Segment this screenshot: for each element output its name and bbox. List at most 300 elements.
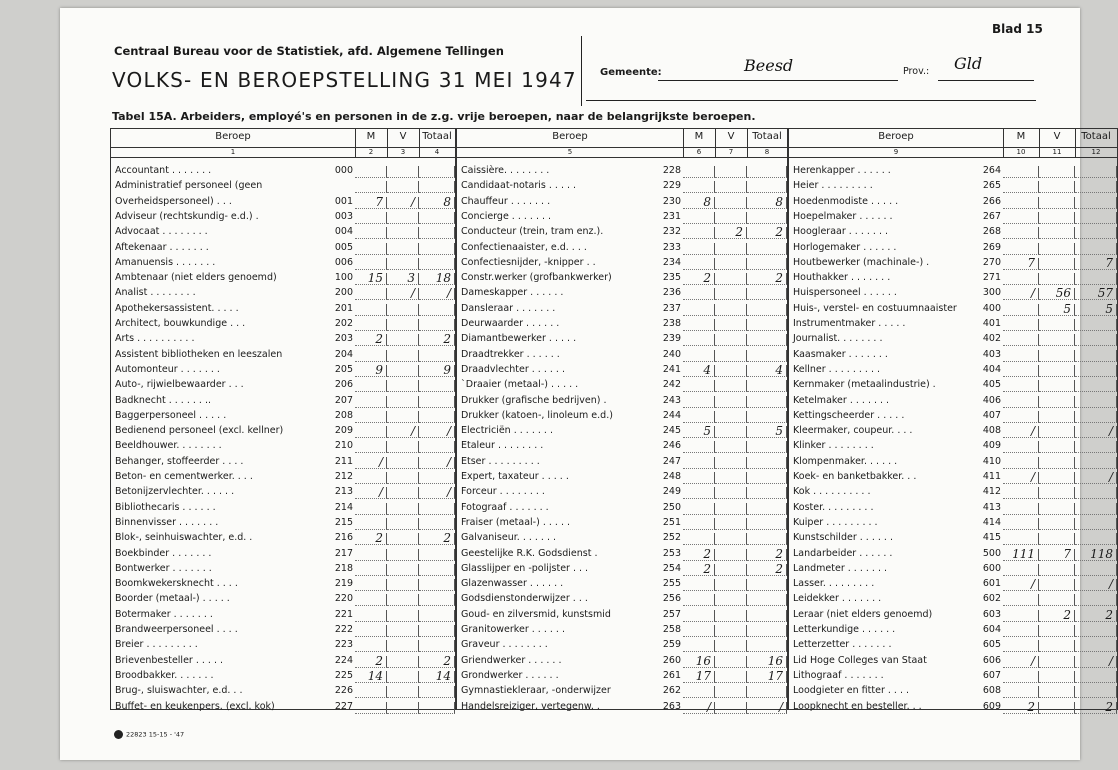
occupation-code: 409 xyxy=(982,440,1001,452)
occupation-name: Binnenvisser . . . . . . . xyxy=(115,516,219,528)
occupation-name: Hoedenmodiste . . . . . xyxy=(793,195,899,207)
count-cell-m xyxy=(1003,610,1039,622)
occupation-name: `Draaier (metaal-) . . . . . xyxy=(461,379,579,391)
table-row xyxy=(457,609,787,623)
count-cell-t xyxy=(419,194,455,209)
count-cell-m xyxy=(683,288,715,300)
count-cell-m xyxy=(683,546,715,561)
count-cell-m xyxy=(683,181,715,193)
table-row xyxy=(111,226,455,240)
handwritten-count: 2 xyxy=(375,653,383,668)
occupation-name: Bibliothecaris . . . . . . xyxy=(115,501,216,513)
occupation-name: Kok . . . . . . . . . . xyxy=(793,486,871,498)
occupation-code: 607 xyxy=(982,669,1001,681)
handwritten-count: / xyxy=(410,286,415,301)
occupation-code: 604 xyxy=(982,624,1001,635)
occupation-name: Assistent bibliotheken en leeszalen xyxy=(115,348,283,360)
count-cell-v xyxy=(715,625,747,637)
count-cell-m xyxy=(355,319,387,331)
occupation-code: 262 xyxy=(662,685,681,697)
occupation-name: Caissière. . . . . . . . xyxy=(461,165,550,176)
count-cell-t xyxy=(747,561,787,576)
handwritten-count: 2 xyxy=(375,531,383,546)
count-cell-t xyxy=(747,640,787,652)
count-cell-m xyxy=(683,334,715,346)
handwritten-count: / xyxy=(446,286,451,301)
count-cell-v xyxy=(715,273,747,285)
occupation-code: 609 xyxy=(982,700,1001,712)
occupation-name: Ketelmaker . . . . . . . xyxy=(793,394,890,406)
handwritten-count: / xyxy=(446,485,451,500)
table-row xyxy=(789,303,1117,317)
occupation-code: 241 xyxy=(662,363,681,375)
handwritten-count: 2 xyxy=(775,225,783,240)
count-cell-t xyxy=(1075,546,1117,561)
header-m: M 2 xyxy=(355,129,388,157)
handwritten-count: 2 xyxy=(775,561,783,576)
count-cell-t xyxy=(419,503,455,515)
table-row xyxy=(789,287,1117,301)
table-row xyxy=(789,349,1117,363)
occupation-name: Drukker (katoen-, linoleum e.d.) xyxy=(461,409,613,421)
count-cell-t xyxy=(1075,533,1117,545)
count-cell-v xyxy=(715,319,747,331)
count-cell-t xyxy=(419,258,455,270)
count-cell-t xyxy=(419,350,455,362)
table-row xyxy=(457,685,787,699)
header-rule xyxy=(586,100,1036,101)
occupation-code: 200 xyxy=(334,287,353,299)
occupation-name: Constr.werker (grofbankwerker) xyxy=(461,272,612,284)
count-cell-m xyxy=(355,686,387,698)
count-cell-t xyxy=(1075,166,1117,178)
occupation-code: 217 xyxy=(334,547,353,559)
count-cell-v xyxy=(1039,686,1075,698)
count-cell-m xyxy=(355,227,387,239)
count-cell-v xyxy=(715,288,747,300)
occupation-name: Adviseur (rechtskundig- e.d.) . xyxy=(115,210,259,222)
count-cell-m xyxy=(1003,273,1039,285)
occupation-code: 005 xyxy=(334,241,353,253)
count-cell-t xyxy=(1075,686,1117,698)
occupation-name: Loodgieter en fitter . . . . xyxy=(793,685,910,697)
count-cell-v xyxy=(387,350,419,362)
count-cell-v xyxy=(387,212,419,224)
table-row xyxy=(111,211,455,225)
handwritten-count: 8 xyxy=(443,194,451,209)
count-cell-m xyxy=(683,472,715,484)
count-cell-m xyxy=(1003,653,1039,668)
count-cell-m xyxy=(1003,197,1039,209)
table-row xyxy=(789,180,1117,194)
occupation-name: Beeldhouwer. . . . . . . . xyxy=(115,440,222,452)
occupation-name: Godsdienstonderwijzer . . . xyxy=(461,593,588,605)
count-cell-m xyxy=(355,579,387,591)
occupation-code: 246 xyxy=(662,440,681,452)
handwritten-count: / xyxy=(446,454,451,469)
handwritten-count: 2 xyxy=(1063,607,1071,622)
table-row xyxy=(111,333,455,347)
count-cell-m xyxy=(683,426,715,438)
count-cell-t xyxy=(747,668,787,683)
count-cell-m xyxy=(683,561,715,576)
occupation-code: 605 xyxy=(982,639,1001,651)
occupation-code: 608 xyxy=(982,685,1001,697)
handwritten-count: 7 xyxy=(1027,255,1035,270)
occupation-name: Advocaat . . . . . . . . xyxy=(115,226,208,238)
count-cell-t xyxy=(1075,426,1117,438)
count-cell-t xyxy=(747,181,787,193)
count-cell-m xyxy=(355,702,387,714)
header-beroep: Beroep 9 xyxy=(789,129,1004,157)
count-cell-v xyxy=(1039,258,1075,270)
table-row xyxy=(789,639,1117,653)
handwritten-count: / xyxy=(1108,470,1113,484)
occupation-code: 216 xyxy=(334,532,353,544)
table-row xyxy=(111,548,455,562)
table-row xyxy=(111,410,455,424)
handwritten-count: 2 xyxy=(1105,607,1113,622)
table-row xyxy=(111,318,455,332)
table-row xyxy=(457,502,787,516)
table-row xyxy=(789,440,1117,454)
count-cell-m xyxy=(1003,487,1039,499)
count-cell-t xyxy=(747,273,787,285)
occupation-code: 261 xyxy=(662,669,681,681)
count-cell-m xyxy=(1003,243,1039,255)
prov-underline xyxy=(938,80,1034,81)
count-cell-t xyxy=(747,546,787,561)
count-cell-t xyxy=(419,227,455,239)
occupation-name: Expert, taxateur . . . . . xyxy=(461,471,569,482)
header-m: M 6 xyxy=(683,129,716,157)
count-cell-t xyxy=(1075,503,1117,515)
count-cell-m xyxy=(683,194,715,209)
occupation-code: 248 xyxy=(662,471,681,482)
handwritten-count: / xyxy=(378,454,383,469)
occupation-name: Letterzetter . . . . . . . xyxy=(793,639,892,651)
table-row xyxy=(457,563,787,577)
occupation-code: 239 xyxy=(662,333,681,345)
occupation-name: Botermaker . . . . . . . xyxy=(115,608,213,620)
occupation-code: 255 xyxy=(662,578,681,590)
occupation-code: 401 xyxy=(982,318,1001,329)
header-beroep: Beroep 1 xyxy=(111,129,356,157)
count-cell-m xyxy=(683,503,715,515)
count-cell-t xyxy=(419,668,455,683)
table-row xyxy=(111,379,455,393)
count-cell-t xyxy=(1075,334,1117,346)
count-cell-m xyxy=(355,518,387,530)
occupation-code: 400 xyxy=(982,302,1001,314)
handwritten-count: 2 xyxy=(443,332,451,347)
count-cell-v xyxy=(1039,380,1075,392)
count-cell-t xyxy=(1075,625,1117,637)
table-row xyxy=(789,532,1117,546)
count-cell-t xyxy=(419,411,455,423)
printer-logo-icon xyxy=(114,730,123,739)
occupation-code: 247 xyxy=(662,455,681,467)
table-row xyxy=(111,287,455,301)
table-row xyxy=(457,379,787,393)
count-cell-m xyxy=(1003,594,1039,606)
table-row xyxy=(111,196,455,210)
count-cell-v xyxy=(715,227,747,239)
occupation-code: 402 xyxy=(982,333,1001,345)
count-cell-v xyxy=(1039,365,1075,377)
count-cell-v xyxy=(715,411,747,423)
occupation-code: 413 xyxy=(982,501,1001,513)
bureau-name: Centraal Bureau voor de Statistiek, afd. Algemene Tellingen xyxy=(114,44,504,58)
occupation-code: 232 xyxy=(662,226,681,238)
table-row xyxy=(789,578,1117,592)
occupation-name: Lasser. . . . . . . . . xyxy=(793,578,875,590)
handwritten-count: / xyxy=(410,424,415,439)
count-cell-t xyxy=(419,594,455,606)
count-cell-m xyxy=(683,212,715,224)
occupation-code: 220 xyxy=(334,593,353,605)
handwritten-count: 17 xyxy=(767,668,783,683)
handwritten-count: 56 xyxy=(1055,286,1071,301)
count-cell-t xyxy=(1075,301,1117,316)
occupation-name: Overheidspersoneel) . . . xyxy=(115,195,232,207)
occupation-code: 260 xyxy=(662,654,681,666)
count-cell-m xyxy=(1003,625,1039,637)
table-row xyxy=(457,456,787,470)
occupation-name: Electriciën . . . . . . . xyxy=(461,425,553,437)
occupation-code: 407 xyxy=(982,409,1001,421)
table-row xyxy=(457,425,787,439)
handwritten-count: / xyxy=(778,699,783,714)
count-cell-m xyxy=(1003,686,1039,698)
count-cell-m xyxy=(355,166,387,178)
table-column-1 xyxy=(111,129,455,712)
occupation-name: Brug-, sluiswachter, e.d. . . xyxy=(115,685,243,697)
occupation-name: Hoepelmaker . . . . . . xyxy=(793,210,893,222)
occupation-code: 601 xyxy=(982,578,1001,590)
count-cell-m xyxy=(355,640,387,652)
count-cell-m xyxy=(1003,472,1039,484)
table-row xyxy=(457,486,787,500)
count-cell-m xyxy=(1003,441,1039,453)
count-cell-t xyxy=(419,288,455,300)
occupation-name: Klompenmaker. . . . . . xyxy=(793,455,898,467)
handwritten-count: 2 xyxy=(775,271,783,286)
header-totaal: Totaal 12 xyxy=(1075,129,1117,157)
count-cell-v xyxy=(715,365,747,377)
handwritten-count: 3 xyxy=(407,271,415,286)
handwritten-count: / xyxy=(706,699,711,714)
occupation-name: Bedienend personeel (excl. kellner) xyxy=(115,425,284,437)
occupation-code: 244 xyxy=(662,409,681,421)
count-cell-v xyxy=(387,610,419,622)
count-cell-t xyxy=(747,518,787,530)
count-cell-t xyxy=(419,319,455,331)
count-cell-v xyxy=(1039,301,1075,316)
table-row xyxy=(111,517,455,531)
count-cell-m xyxy=(355,668,387,683)
occupation-name: Fotograaf . . . . . . . xyxy=(461,501,549,513)
occupation-code: 204 xyxy=(334,348,353,360)
occupation-code: 411 xyxy=(982,471,1001,482)
handwritten-count: 5 xyxy=(1105,301,1113,316)
table-row xyxy=(789,609,1117,623)
handwritten-count: 5 xyxy=(1063,301,1071,316)
table-row xyxy=(457,257,787,271)
handwritten-count: 2 xyxy=(1027,699,1035,714)
occupation-name: Concierge . . . . . . . xyxy=(461,210,552,222)
count-cell-t xyxy=(419,472,455,484)
occupation-table xyxy=(110,128,1118,714)
occupation-code: 403 xyxy=(982,348,1001,360)
occupation-name: Apothekersassistent. . . . . xyxy=(115,302,239,314)
occupation-code: 207 xyxy=(334,394,353,406)
occupation-name: Instrumentmaker . . . . . xyxy=(793,318,906,329)
occupation-name: Kellner . . . . . . . . . xyxy=(793,363,881,375)
occupation-name: Leidekker . . . . . . . xyxy=(793,593,882,605)
count-cell-t xyxy=(747,212,787,224)
handwritten-count: 7 xyxy=(375,194,383,209)
handwritten-count: 4 xyxy=(703,362,711,377)
count-cell-m xyxy=(355,487,387,499)
count-cell-t xyxy=(747,457,787,469)
count-cell-t xyxy=(1075,227,1117,239)
occupation-name: Brandweerpersoneel . . . . xyxy=(115,624,238,635)
table-row xyxy=(457,548,787,562)
occupation-code: 214 xyxy=(334,501,353,513)
count-cell-v xyxy=(387,396,419,408)
count-cell-v xyxy=(1039,426,1075,438)
count-cell-t xyxy=(747,441,787,453)
count-cell-m xyxy=(683,273,715,285)
handwritten-count: / xyxy=(1030,286,1035,301)
occupation-code: 206 xyxy=(334,379,353,391)
handwritten-count: 8 xyxy=(775,194,783,209)
table-row xyxy=(111,563,455,577)
count-cell-m xyxy=(683,243,715,255)
count-cell-v xyxy=(715,594,747,606)
count-cell-v xyxy=(715,457,747,469)
count-cell-v xyxy=(387,549,419,561)
table-row xyxy=(789,548,1117,562)
occupation-name: Dansleraar . . . . . . . xyxy=(461,302,556,314)
occupation-code: 271 xyxy=(982,272,1001,284)
occupation-name: Landarbeider . . . . . . xyxy=(793,547,893,559)
occupation-code: 235 xyxy=(662,272,681,284)
table-row xyxy=(111,609,455,623)
count-cell-m xyxy=(683,227,715,239)
count-cell-t xyxy=(419,549,455,561)
occupation-name: Arts . . . . . . . . . . xyxy=(115,333,195,345)
count-cell-v xyxy=(715,350,747,362)
occupation-name: Kettingscheerder . . . . . xyxy=(793,409,905,421)
occupation-code: 000 xyxy=(334,165,353,176)
occupation-name: Breier . . . . . . . . . xyxy=(115,639,198,651)
count-cell-t xyxy=(747,243,787,255)
count-cell-m xyxy=(355,472,387,484)
handwritten-count: 7 xyxy=(1063,546,1071,561)
count-cell-t xyxy=(747,334,787,346)
count-cell-m xyxy=(683,441,715,453)
count-cell-t xyxy=(1075,365,1117,377)
count-cell-v xyxy=(387,640,419,652)
handwritten-count: 118 xyxy=(1090,546,1113,561)
count-cell-t xyxy=(419,334,455,346)
occupation-name: Drukker (grafische bedrijven) . xyxy=(461,394,607,406)
occupation-code: 269 xyxy=(982,241,1001,253)
handwritten-count: 9 xyxy=(443,362,451,377)
occupation-code: 268 xyxy=(982,226,1001,238)
count-cell-t xyxy=(419,454,455,469)
occupation-name: Etaleur . . . . . . . . xyxy=(461,440,544,452)
occupation-code: 267 xyxy=(982,210,1001,222)
table-row xyxy=(789,226,1117,240)
handwritten-count: 16 xyxy=(767,653,783,668)
table-row xyxy=(111,655,455,669)
occupation-code: 227 xyxy=(334,700,353,712)
occupation-name: Fraiser (metaal-) . . . . . xyxy=(461,516,571,528)
occupation-name: Huispersoneel . . . . . . xyxy=(793,287,897,299)
count-cell-m xyxy=(355,181,387,193)
occupation-name: Glazenwasser . . . . . . xyxy=(461,578,564,590)
occupation-code: 256 xyxy=(662,593,681,605)
count-cell-v xyxy=(715,334,747,346)
handwritten-count: 14 xyxy=(435,668,451,683)
occupation-name: Glasslijper en -polijster . . . xyxy=(461,562,589,574)
count-cell-m xyxy=(355,503,387,515)
table-row xyxy=(457,303,787,317)
count-cell-v xyxy=(387,258,419,270)
count-cell-v xyxy=(387,304,419,316)
occupation-code: 258 xyxy=(662,624,681,635)
handwritten-count: / xyxy=(1030,653,1035,668)
table-row xyxy=(111,578,455,592)
count-cell-t xyxy=(419,166,455,178)
table-row xyxy=(789,517,1117,531)
count-cell-t xyxy=(747,411,787,423)
occupation-name: Lid Hoge Colleges van Staat xyxy=(793,654,927,666)
count-cell-m xyxy=(1003,671,1039,683)
header-totaal: Totaal 4 xyxy=(419,129,455,157)
occupation-code: 230 xyxy=(662,195,681,207)
occupation-name: Handelsreiziger, vertegenw. . xyxy=(461,700,600,712)
count-cell-v xyxy=(387,625,419,637)
table-row xyxy=(457,471,787,485)
count-cell-t xyxy=(1075,255,1117,270)
count-cell-t xyxy=(419,181,455,193)
count-cell-t xyxy=(747,686,787,698)
count-cell-m xyxy=(355,396,387,408)
handwritten-count: 2 xyxy=(703,561,711,576)
occupation-name: Chauffeur . . . . . . . xyxy=(461,195,551,207)
occupation-name: Deurwaarder . . . . . . xyxy=(461,318,560,329)
count-cell-m xyxy=(355,334,387,346)
occupation-name: Letterkundige . . . . . . xyxy=(793,624,896,635)
table-row xyxy=(111,701,455,715)
count-cell-m xyxy=(683,518,715,530)
count-cell-t xyxy=(419,686,455,698)
handwritten-count: 2 xyxy=(375,332,383,347)
occupation-name: Baggerpersoneel . . . . . xyxy=(115,409,227,421)
count-cell-v xyxy=(715,656,747,668)
count-cell-v xyxy=(1039,441,1075,453)
table-row xyxy=(457,701,787,715)
occupation-code: 001 xyxy=(334,195,353,207)
occupation-code: 231 xyxy=(662,210,681,222)
occupation-code: 228 xyxy=(662,165,681,176)
occupation-name: Draadtrekker . . . . . . xyxy=(461,348,560,360)
header-beroep: Beroep 5 xyxy=(457,129,684,157)
